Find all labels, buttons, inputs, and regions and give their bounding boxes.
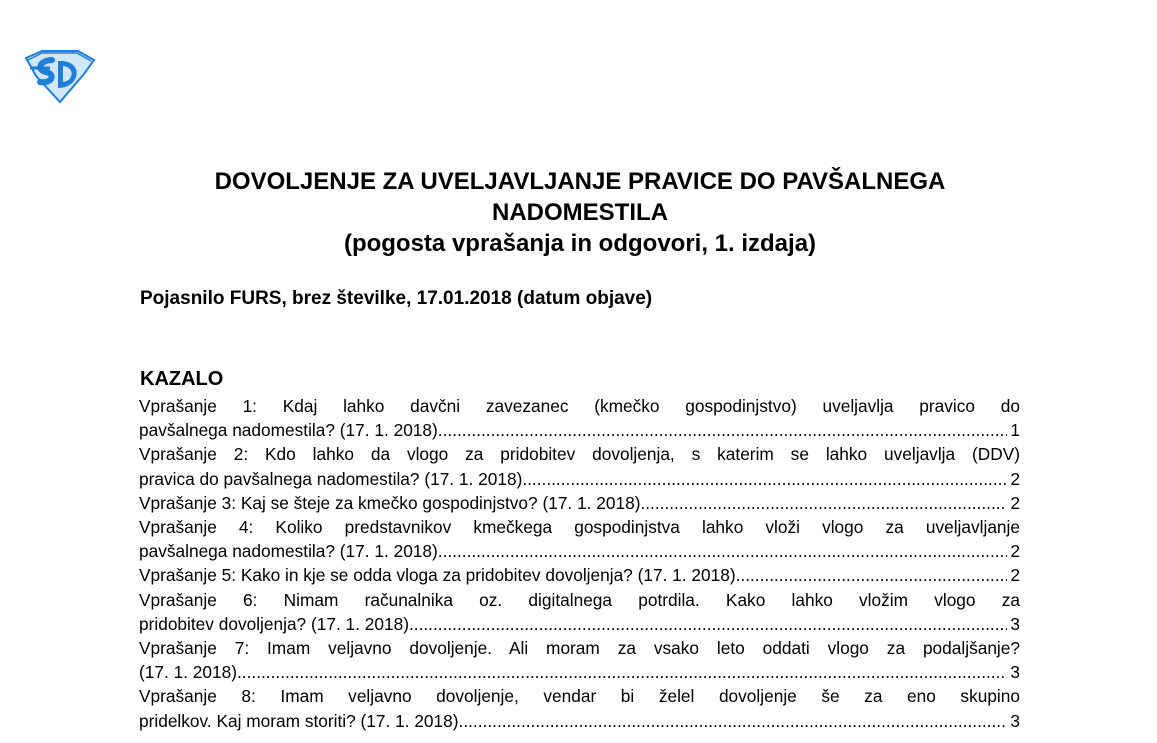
toc-entry-2[interactable] xyxy=(139,442,1020,490)
toc-entry-3[interactable] xyxy=(139,491,1020,515)
toc-entry-text: pridelkov. Kaj moram storiti? (17. 1. 2018) xyxy=(139,710,459,731)
toc-entry-text: Vprašanje 1: Kdaj lahko davčni zavezanec (kmečko gospodinjstvo) uveljavlja pravico do xyxy=(139,396,1020,416)
source-note: Pojasnilo FURS, brez številke, 17.01.2018 (datum objave) xyxy=(140,288,653,309)
table-of-contents xyxy=(139,394,1020,733)
toc-page-number: 3 xyxy=(1010,613,1020,634)
toc-entry-8[interactable] xyxy=(139,684,1020,732)
toc-page-number: 3 xyxy=(1010,710,1020,731)
dot-leader xyxy=(438,539,1008,563)
toc-entry-text: Vprašanje 2: Kdo lahko da vlogo za pridobitev dovoljenja, s katerim se lahko uveljavlja (DDV) xyxy=(139,444,1020,465)
document-title xyxy=(140,166,1020,259)
toc-entry-text: Vprašanje 4: Koliko predstavnikov kmečkega gospodinjstva lahko vloži vlogo za uveljavljanje xyxy=(139,517,1020,538)
toc-entry-1[interactable] xyxy=(139,394,1020,442)
toc-entry-text: pavšalnega nadomestila? (17. 1. 2018) xyxy=(139,541,438,562)
toc-entry-6[interactable] xyxy=(139,588,1020,636)
dot-leader xyxy=(736,563,1008,587)
dot-leader xyxy=(640,491,1007,515)
dot-leader xyxy=(409,612,1007,636)
toc-entry-text: Vprašanje 3: Kaj se šteje za kmečko gospodinjstvo? (17. 1. 2018) xyxy=(139,492,641,513)
toc-entry-text: Vprašanje 5: Kako in kje se odda vloga za pridobitev dovoljenja? (17. 1. 2018) xyxy=(139,565,736,586)
toc-page-number: 2 xyxy=(1010,541,1020,562)
toc-entry-text: (17. 1. 2018) xyxy=(139,662,237,683)
dot-leader xyxy=(459,709,1008,733)
toc-entry-text: Vprašanje 8: Imam veljavno dovoljenje, vendar bi želel dovoljenje še za eno skupino xyxy=(139,686,1020,707)
toc-page-number: 3 xyxy=(1010,662,1020,683)
toc-page-number: 2 xyxy=(1010,492,1020,513)
toc-entry-text: pavšalnega nadomestila? (17. 1. 2018) xyxy=(139,420,438,441)
toc-entry-text: Vprašanje 6: Nimam računalnika oz. digitalnega potrdila. Kako lahko vložim vlogo za xyxy=(139,589,1020,610)
toc-entry-7[interactable] xyxy=(139,636,1020,684)
title-line-1: DOVOLJENJE ZA UVELJAVLJANJE PRAVICE DO PAVŠALNEGA xyxy=(214,168,946,195)
sd-shield-logo-icon xyxy=(22,48,96,104)
dot-leader xyxy=(522,467,1007,491)
toc-entry-text: Vprašanje 7: Imam veljavno dovoljenje. Ali moram za vsako leto oddati vlogo za podaljšanje? xyxy=(139,638,1020,659)
title-subtitle: (pogosta vprašanja in odgovori, 1. izdaja) xyxy=(343,230,817,257)
toc-page-number: 1 xyxy=(1010,420,1020,441)
toc-entry-text: pridobitev dovoljenja? (17. 1. 2018) xyxy=(139,613,409,634)
toc-page-number: 2 xyxy=(1010,468,1020,489)
toc-entry-4[interactable] xyxy=(139,515,1020,563)
toc-heading: KAZALO xyxy=(140,368,224,390)
toc-entry-text: pravica do pavšalnega nadomestila? (17. 1. 2018) xyxy=(139,468,523,489)
title-line-2: NADOMESTILA xyxy=(492,199,668,226)
toc-entry-5[interactable] xyxy=(139,563,1020,587)
dot-leader xyxy=(438,418,1008,442)
toc-page-number: 2 xyxy=(1010,565,1020,586)
dot-leader xyxy=(237,660,1007,684)
